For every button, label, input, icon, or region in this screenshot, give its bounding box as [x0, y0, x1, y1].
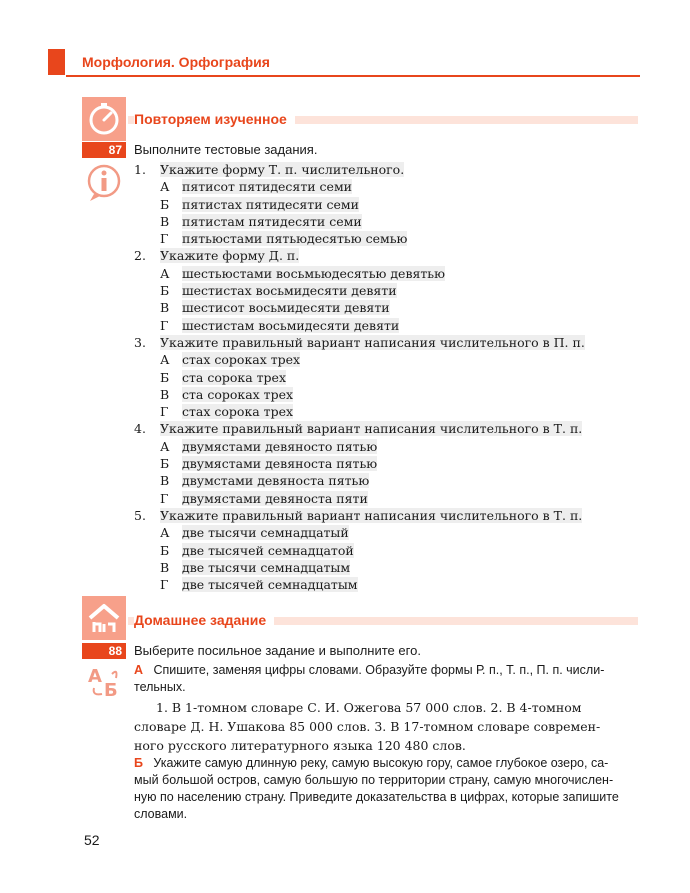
option-text: шестьюстами восьмьюдесятью девятью [182, 265, 445, 281]
answer-option [134, 560, 585, 577]
option-letter: А [160, 352, 170, 368]
option-text: шестисот восьмидесяти девяти [182, 300, 390, 316]
page-number: 52 [84, 832, 100, 848]
option-letter: Г [160, 317, 169, 333]
question-text: Укажите форму Д. п. [160, 248, 300, 264]
option-text: две тысячей семнадцатым [182, 577, 358, 593]
option-letter: В [160, 386, 170, 402]
task-a [134, 662, 639, 696]
option-letter: Б [160, 196, 170, 212]
sentence-line: ного русского литературного языка 120 480 слов. [134, 738, 466, 753]
answer-option [134, 543, 585, 560]
svg-text:Б: Б [104, 680, 118, 701]
option-text: пятистах пятидесяти семи [182, 196, 359, 212]
question [134, 508, 585, 525]
question-text: Укажите правильный вариант написания числительного в П. п. [160, 334, 585, 350]
option-text: ста сороках трех [182, 386, 294, 402]
option-text: двумстами девяноста пятью [182, 473, 370, 489]
option-text: стах сорока трех [182, 404, 294, 420]
answer-option [134, 491, 585, 508]
option-text: две тысячей семнадцатой [182, 542, 354, 558]
answer-option [134, 439, 585, 456]
question-number: 3. [134, 334, 146, 350]
task-letter: А [134, 663, 144, 677]
option-text: пятистам пятидесяти семи [182, 213, 362, 229]
option-text: стах сороках трех [182, 352, 301, 368]
house-icon [82, 596, 126, 640]
sentence-line: словаре Д. Н. Ушакова 85 000 слов. 3. В 17-томном словаре современ- [134, 719, 601, 734]
option-text: пятьюстами пятьюдесятью семью [182, 231, 408, 247]
question-text: Укажите форму Т. п. числительного. [160, 162, 405, 177]
task-a-sentences [134, 698, 639, 755]
task-text: мый большой остров, самую большую по территории страну, самую многочислен- [134, 773, 614, 787]
option-text: две тысячи семнадцатый [182, 525, 349, 541]
task-b [134, 755, 644, 823]
exercise-number: 88 [82, 643, 126, 659]
option-text: двумястами девяноста пяти [182, 490, 368, 506]
question [134, 421, 585, 438]
question [134, 335, 585, 352]
answer-option [134, 352, 585, 369]
option-text: ста сорока трех [182, 369, 286, 385]
option-letter: Б [160, 369, 170, 385]
sentence-line: 1. В 1-томном словаре С. И. Ожегова 57 000 слов. 2. В 4-томном [156, 700, 582, 715]
answer-option [134, 266, 585, 283]
section-title: Домашнее задание [134, 612, 274, 628]
question-text: Укажите правильный вариант написания числительного в Т. п. [160, 421, 583, 437]
answer-option [134, 387, 585, 404]
answer-option [134, 179, 585, 196]
answer-option [134, 456, 585, 473]
question-text: Укажите правильный вариант написания числительного в Т. п. [160, 507, 583, 523]
task-text: Спишите, заменяя цифры словами. Образуйте формы Р. п., Т. п., П. п. числи- [153, 663, 605, 677]
question-number: 4. [134, 421, 146, 437]
option-letter: Б [160, 283, 170, 299]
task-a-line [134, 662, 639, 679]
info-icon [86, 163, 126, 203]
question-number: 1. [134, 162, 146, 177]
option-letter: А [160, 265, 170, 281]
option-text: шестистах восьмидесяти девяти [182, 283, 397, 299]
option-letter: В [160, 213, 170, 229]
option-letter: Б [160, 456, 170, 472]
option-letter: А [160, 438, 170, 454]
task-text: тельных. [134, 680, 186, 694]
header-marker [48, 49, 65, 75]
answer-option [134, 300, 585, 317]
exercise-instruction: Выберите посильное задание и выполните его. [134, 643, 421, 658]
answer-option [134, 404, 585, 421]
task-b-line [134, 755, 644, 772]
option-letter: Г [160, 404, 169, 420]
option-letter: В [160, 300, 170, 316]
svg-text:А: А [88, 666, 102, 687]
task-text: ную по населению страну. Приведите доказательства в цифрах, которые запишите [134, 790, 619, 804]
option-letter: А [160, 525, 170, 541]
answer-option [134, 231, 585, 248]
chapter-title: Морфология. Орфография [82, 54, 270, 70]
answer-option [134, 197, 585, 214]
answer-option [134, 214, 585, 231]
answer-option [134, 318, 585, 335]
question-number: 5. [134, 507, 146, 523]
task-letter: Б [134, 756, 143, 770]
option-text: двумястами девяноста пятью [182, 456, 378, 472]
answer-option [134, 577, 585, 594]
option-text: две тысячи семнадцатым [182, 559, 351, 575]
option-text: двумястами девяносто пятью [182, 438, 378, 454]
answer-option [134, 370, 585, 387]
option-text: пятисот пятидесяти семи [182, 179, 352, 195]
option-letter: Б [160, 542, 170, 558]
option-letter: Г [160, 490, 169, 506]
test-questions [134, 162, 585, 594]
question [134, 162, 585, 179]
question-number: 2. [134, 248, 146, 264]
option-letter: Г [160, 577, 169, 593]
option-text: шестистам восьмидесяти девяти [182, 317, 400, 333]
stopwatch-icon [82, 97, 126, 141]
option-letter: А [160, 179, 170, 195]
option-letter: Г [160, 231, 169, 247]
exercise-instruction: Выполните тестовые задания. [134, 142, 318, 157]
option-letter: В [160, 559, 170, 575]
task-text: словами. [134, 807, 188, 821]
option-letter: В [160, 473, 170, 489]
question [134, 248, 585, 265]
letters-icon [86, 662, 126, 702]
header-rule [66, 75, 640, 77]
section-title: Повторяем изученное [134, 111, 295, 127]
exercise-number: 87 [82, 142, 126, 158]
answer-option [134, 473, 585, 490]
answer-option [134, 283, 585, 300]
answer-option [134, 525, 585, 542]
task-text: Укажите самую длинную реку, самую высокую гору, самое глубокое озеро, са- [153, 756, 609, 770]
